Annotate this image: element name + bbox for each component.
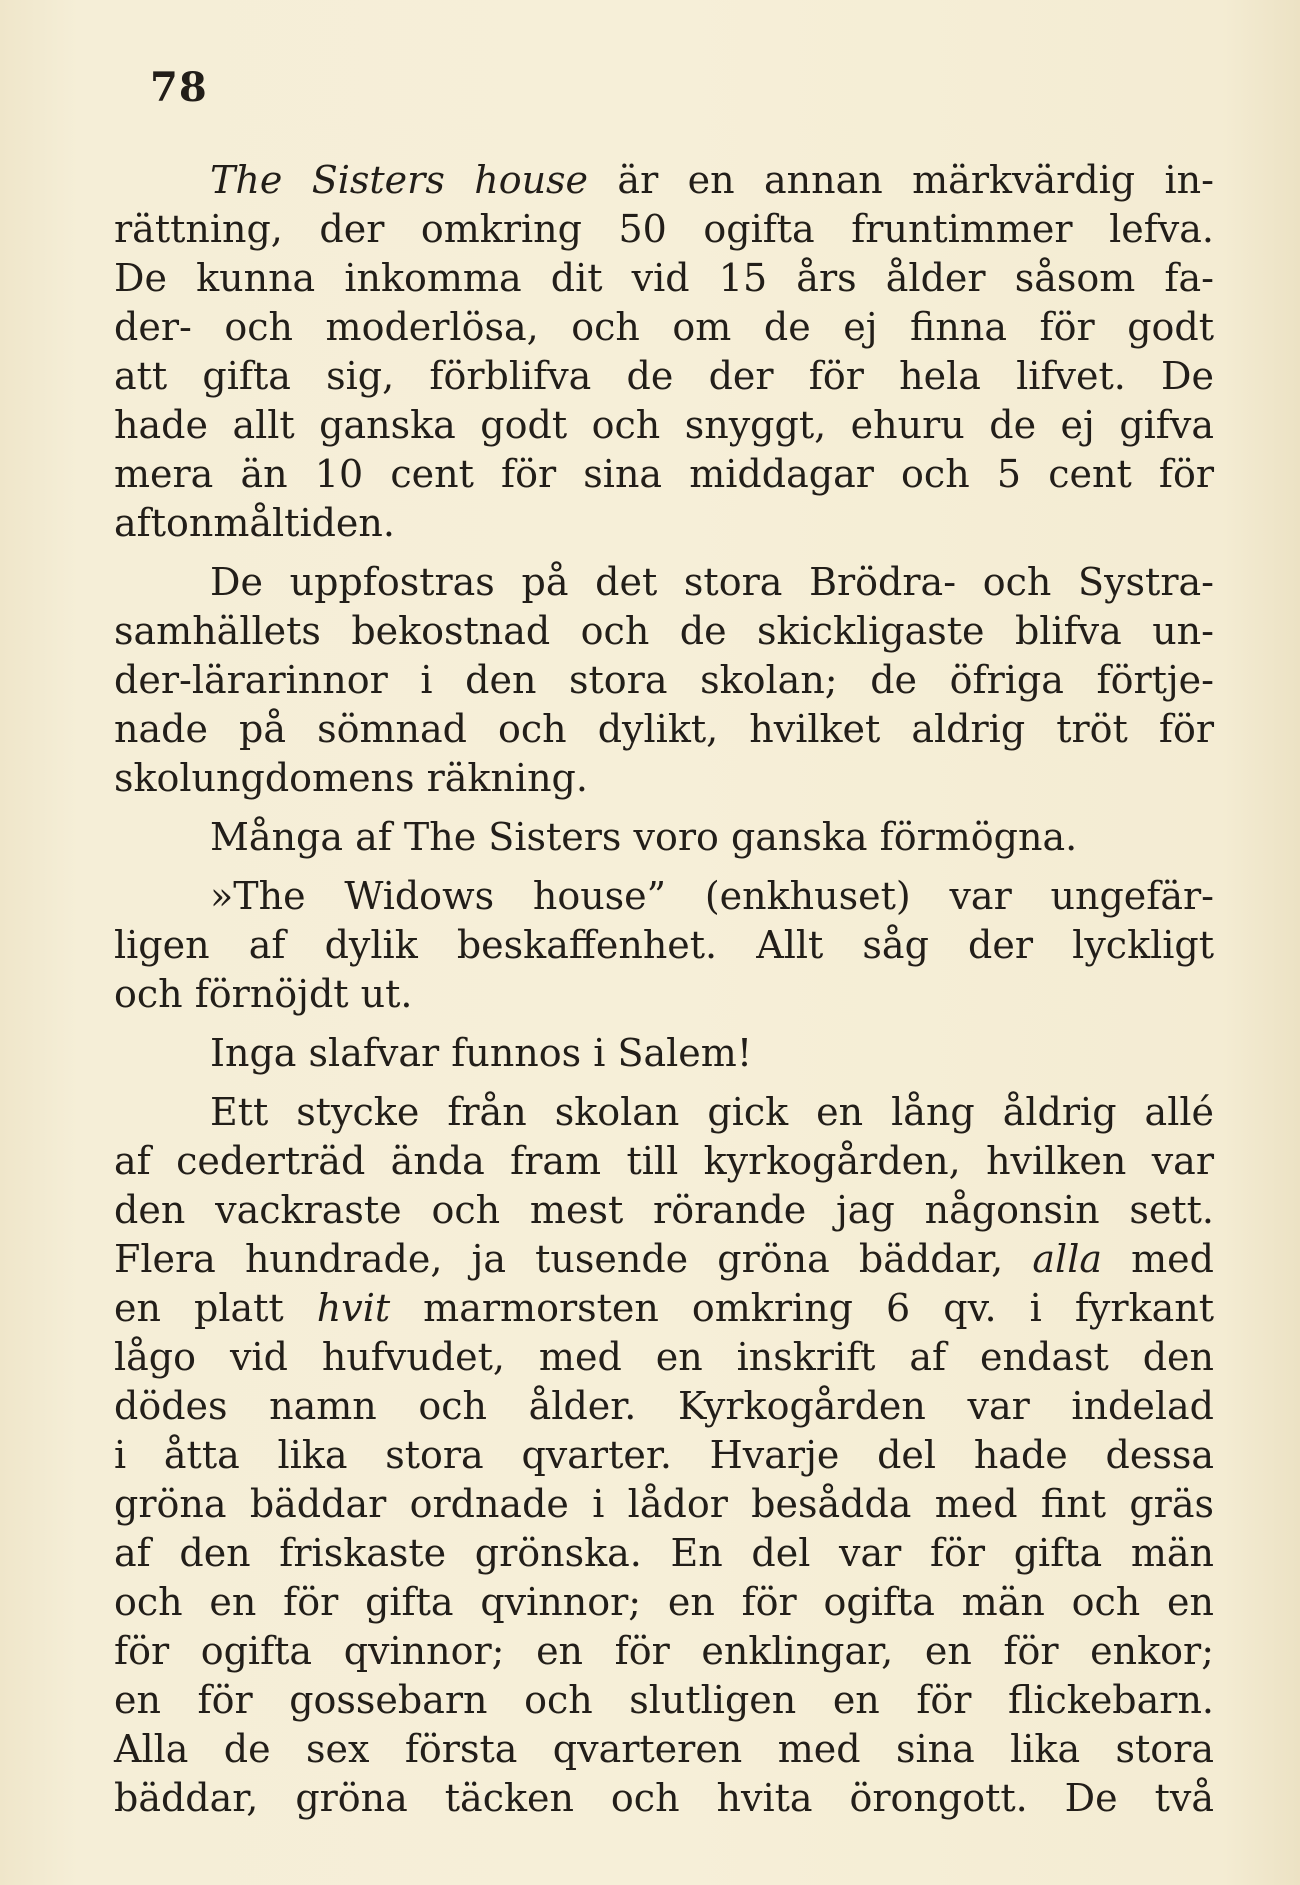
body-text <box>114 156 1214 1823</box>
line-text: Flera hundrade, ja tusende gröna bäddar, <box>114 1237 1033 1281</box>
paragraph-no-slaves <box>114 1029 1214 1078</box>
text-line: dödes namn och ålder. Kyrkogården var indelad <box>114 1384 1214 1428</box>
text-line <box>114 1235 1214 1284</box>
text-line: att gifta sig, förblifva de der för hela lifvet. De <box>114 354 1214 398</box>
text-line: af den friskaste grönska. En del var för gifta män <box>114 1531 1214 1575</box>
paragraph-cemetery <box>114 1088 1214 1823</box>
text-line: gröna bäddar ordnade i lådor besådda med fint gräs <box>114 1482 1214 1526</box>
text-line: en för gossebarn och slutligen en för flickebarn. <box>114 1678 1214 1722</box>
text-line: samhällets bekostnad och de skickligaste blifva un- <box>114 609 1214 653</box>
text-line: De kunna inkomma dit vid 15 års ålder såsom fa- <box>114 256 1214 300</box>
text-line: rättning, der omkring 50 ogifta fruntimmer lefva. <box>114 207 1214 251</box>
text-line: ligen af dylik beskaffenhet. Allt såg der lyckligt <box>114 923 1214 967</box>
text-line: och förnöjdt ut. <box>114 972 413 1016</box>
text-line: der- och moderlösa, och om de ej finna för godt <box>114 305 1214 349</box>
text-line: för ogifta qvinnor; en för enklingar, en för enkor; <box>114 1629 1214 1673</box>
text-line: och en för gifta qvinnor; en för ogifta män och en <box>114 1580 1214 1624</box>
line-text: är en annan märkvärdig in- <box>588 158 1214 202</box>
italic-phrase: The Sisters house <box>210 158 589 202</box>
text-line: skolungdomens räkning. <box>114 756 588 800</box>
line-text: med <box>1102 1237 1214 1281</box>
page-number: 78 <box>150 64 208 111</box>
paragraph-wealthy-sisters <box>114 813 1214 862</box>
text-line: den vackraste och mest rörande jag någonsin sett. <box>114 1188 1214 1232</box>
text-line: mera än 10 cent för sina middagar och 5 cent för <box>114 452 1214 496</box>
text-line: der-lärarinnor i den stora skolan; de öfriga förtje- <box>114 658 1214 702</box>
paragraph-widows-house <box>114 872 1214 1019</box>
text-line: Ett stycke från skolan gick en lång åldrig allé <box>210 1090 1214 1134</box>
text-line: Inga slafvar funnos i Salem! <box>210 1031 753 1075</box>
text-line: i åtta lika stora qvarter. Hvarje del hade dessa <box>114 1433 1214 1477</box>
italic-word: hvit <box>316 1286 391 1330</box>
text-line <box>114 156 1214 205</box>
paragraph-upbringing <box>114 558 1214 803</box>
text-line: lågo vid hufvudet, med en inskrift af endast den <box>114 1335 1214 1379</box>
text-line: hade allt ganska godt och snyggt, ehuru de ej gifva <box>114 403 1214 447</box>
text-line: aftonmåltiden. <box>114 501 395 545</box>
text-line: af cederträd ända fram till kyrkogården, hvilken var <box>114 1139 1214 1183</box>
line-text: en platt <box>114 1286 317 1330</box>
paragraph-sisters-house <box>114 156 1214 548</box>
text-line: Många af The Sisters voro ganska förmögna. <box>210 815 1078 859</box>
text-line <box>114 1284 1214 1333</box>
line-text: marmorsten omkring 6 qv. i fyrkant <box>390 1286 1214 1330</box>
text-line: De uppfostras på det stora Brödra- och Systra- <box>210 560 1214 604</box>
text-line: Alla de sex första qvarteren med sina lika stora <box>114 1727 1214 1771</box>
text-line: nade på sömnad och dylikt, hvilket aldrig tröt för <box>114 707 1214 751</box>
text-line: »The Widows house” (enkhuset) var ungefär- <box>210 874 1214 918</box>
italic-word: alla <box>1032 1237 1103 1281</box>
text-line: bäddar, gröna täcken och hvita örongott. De två <box>114 1776 1214 1820</box>
